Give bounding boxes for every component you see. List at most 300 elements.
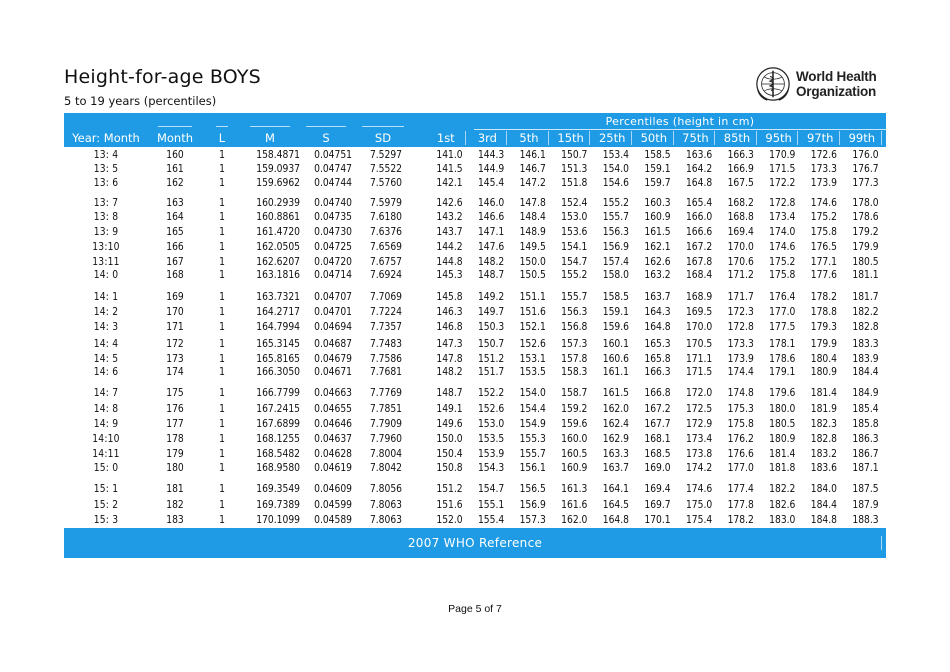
table-cell: 7.7586: [369, 354, 402, 365]
table-cell: 7.7357: [369, 322, 402, 333]
table-cell: 1: [219, 434, 225, 445]
table-cell: 0.04637: [314, 434, 352, 445]
table-cell: 148.2: [436, 367, 463, 378]
table-cell: 155.4: [477, 515, 505, 526]
table-cell: 155.7: [561, 292, 588, 303]
table-cell: 0.04589: [314, 515, 352, 526]
table-cell: 170.6: [727, 257, 754, 268]
table-cell: 165.8165: [256, 354, 300, 365]
table-cell: 15: 1: [93, 484, 119, 495]
table-cell: 180.5: [852, 257, 879, 268]
table-cell: 158.5: [644, 150, 671, 161]
table-cell: 178.6: [769, 354, 796, 365]
table-cell: 152.4: [561, 198, 588, 209]
table-cell: 149.5: [519, 242, 546, 253]
table-cell: 170.1099: [256, 515, 300, 526]
column-divider: [839, 131, 840, 145]
table-cell: 178: [166, 434, 184, 445]
table-cell: 179.2: [852, 227, 879, 238]
column-header: 5th: [519, 131, 539, 145]
column-header: 25th: [598, 131, 626, 145]
page-subtitle: 5 to 19 years (percentiles): [64, 94, 217, 108]
table-cell: 169.0: [644, 463, 671, 474]
table-row: [64, 499, 886, 512]
table-cell: 178.8: [810, 307, 837, 318]
column-header-rule: [362, 126, 404, 127]
table-row: [64, 211, 886, 224]
table-cell: 157.3: [519, 515, 546, 526]
table-cell: 1: [219, 270, 225, 281]
table-cell: 0.04751: [314, 150, 352, 161]
table-cell: 159.0937: [256, 164, 300, 175]
table-row: [64, 306, 886, 319]
table-cell: 166.6: [685, 227, 713, 238]
table-cell: 155.7: [519, 449, 546, 460]
table-cell: 155.3: [519, 434, 546, 445]
table-cell: 144.8: [436, 257, 463, 268]
table-cell: 174.6: [810, 198, 837, 209]
table-cell: 166.0: [685, 212, 713, 223]
table-row: [64, 226, 886, 239]
table-cell: 159.1: [644, 164, 671, 175]
table-cell: 163.7: [602, 463, 629, 474]
table-cell: 1: [219, 212, 225, 223]
table-cell: 168.5: [644, 449, 671, 460]
table-cell: 163.6: [685, 150, 713, 161]
table-cell: 165.8: [644, 354, 671, 365]
table-cell: 176.6: [727, 449, 754, 460]
table-row: [64, 177, 886, 190]
table-row: [64, 353, 886, 366]
table-cell: 167.5: [727, 178, 754, 189]
table-cell: 151.8: [561, 178, 588, 189]
table-cell: 1: [219, 500, 225, 511]
table-cell: 182.6: [769, 500, 796, 511]
column-divider: [797, 131, 798, 145]
table-cell: 0.04714: [314, 270, 352, 281]
who-logo-text: [796, 69, 877, 99]
table-cell: 171.5: [769, 164, 796, 175]
table-cell: 187.5: [852, 484, 879, 495]
table-cell: 151.6: [519, 307, 546, 318]
table-cell: 179.6: [769, 388, 796, 399]
table-cell: 175.2: [769, 257, 796, 268]
table-row: [64, 321, 886, 334]
column-divider: [881, 131, 882, 145]
table-cell: 7.7909: [369, 419, 402, 430]
table-cell: 152.1: [519, 322, 546, 333]
table-row: [64, 514, 886, 527]
table-cell: 14: 9: [93, 419, 119, 430]
table-cell: 158.3: [561, 367, 588, 378]
table-cell: 150.5: [519, 270, 546, 281]
table-cell: 169.5: [685, 307, 713, 318]
table-cell: 1: [219, 227, 225, 238]
table-cell: 169: [166, 292, 184, 303]
table-cell: 14: 3: [93, 322, 119, 333]
table-cell: 180.0: [769, 404, 796, 415]
table-cell: 183.3: [852, 339, 879, 350]
table-cell: 1: [219, 419, 225, 430]
table-cell: 151.1: [519, 292, 546, 303]
table-cell: 154.3: [477, 463, 505, 474]
page-number: Page 5 of 7: [448, 603, 502, 615]
table-cell: 158.4871: [256, 150, 300, 161]
table-cell: 150.3: [477, 322, 505, 333]
table-cell: 157.4: [602, 257, 629, 268]
table-cell: 184.9: [852, 388, 879, 399]
table-cell: 7.7960: [369, 434, 402, 445]
table-cell: 153.0: [561, 212, 588, 223]
table-cell: 148.7: [436, 388, 463, 399]
table-cell: 184.4: [852, 367, 879, 378]
table-cell: 7.6757: [369, 257, 402, 268]
table-cell: 168.5482: [256, 449, 300, 460]
table-cell: 171.2: [727, 270, 754, 281]
table-row: [64, 149, 886, 162]
table-cell: 146.3: [436, 307, 463, 318]
table-cell: 14:10: [92, 434, 120, 445]
table-cell: 181.9: [810, 404, 837, 415]
table-cell: 144.3: [477, 150, 505, 161]
table-cell: 160.9: [644, 212, 671, 223]
table-cell: 185.8: [852, 419, 879, 430]
table-cell: 147.6: [477, 242, 505, 253]
table-cell: 15: 3: [93, 515, 119, 526]
table-cell: 7.8042: [369, 463, 402, 474]
table-cell: 157.3: [561, 339, 588, 350]
table-cell: 172.3: [727, 307, 754, 318]
table-cell: 0.04730: [314, 227, 352, 238]
table-row: [64, 483, 886, 496]
table-cell: 162.0505: [256, 242, 300, 253]
table-cell: 143.7: [436, 227, 463, 238]
table-cell: 7.5297: [369, 150, 402, 161]
table-cell: 7.6376: [369, 227, 402, 238]
column-header: M: [265, 131, 275, 145]
table-cell: 166.9: [727, 164, 754, 175]
table-cell: 164: [166, 212, 184, 223]
table-cell: 168.9: [685, 292, 713, 303]
table-cell: 150.7: [561, 150, 588, 161]
table-cell: 160.9: [561, 463, 588, 474]
table-cell: 161.1: [602, 367, 629, 378]
table-cell: 156.8: [561, 322, 588, 333]
table-cell: 144.9: [477, 164, 505, 175]
table-row: [64, 338, 886, 351]
table-cell: 14:11: [92, 449, 120, 460]
table-cell: 0.04707: [314, 292, 352, 303]
table-cell: 162.6207: [256, 257, 300, 268]
table-cell: 0.04687: [314, 339, 352, 350]
table-cell: 175.4: [685, 515, 713, 526]
table-cell: 156.1: [519, 463, 546, 474]
table-cell: 141.5: [436, 164, 463, 175]
table-cell: 165.3145: [256, 339, 300, 350]
table-cell: 160.8861: [256, 212, 300, 223]
table-cell: 166.3: [644, 367, 671, 378]
table-cell: 160.5: [561, 449, 588, 460]
table-cell: 175.0: [685, 500, 713, 511]
table-cell: 178.6: [852, 212, 879, 223]
table-cell: 1: [219, 242, 225, 253]
column-divider: [589, 131, 590, 145]
table-cell: 184.4: [810, 500, 837, 511]
table-cell: 156.5: [519, 484, 546, 495]
table-cell: 158.5: [602, 292, 629, 303]
logo-line-1: World Health: [796, 69, 877, 84]
table-cell: 160.2939: [256, 198, 300, 209]
table-cell: 180.4: [810, 354, 837, 365]
table-cell: 173.8: [685, 449, 713, 460]
page-title: Height-for-age BOYS: [64, 66, 261, 88]
table-cell: 148.9: [519, 227, 546, 238]
column-divider: [714, 131, 715, 145]
table-cell: 7.6569: [369, 242, 402, 253]
table-cell: 0.04747: [314, 164, 352, 175]
who-logo: [754, 64, 889, 104]
table-cell: 174.6: [685, 484, 713, 495]
table-cell: 0.04646: [314, 419, 352, 430]
table-cell: 176.0: [852, 150, 879, 161]
table-cell: 173.9: [810, 178, 837, 189]
table-cell: 181.7: [852, 292, 879, 303]
table-cell: 173.4: [769, 212, 796, 223]
table-cell: 1: [219, 515, 225, 526]
table-cell: 154.1: [561, 242, 588, 253]
table-cell: 1: [219, 322, 225, 333]
table-cell: 185.4: [852, 404, 879, 415]
table-cell: 0.04701: [314, 307, 352, 318]
table-cell: 155.1: [477, 500, 505, 511]
table-cell: 144.2: [436, 242, 463, 253]
table-cell: 178.2: [810, 292, 837, 303]
table-cell: 0.04628: [314, 449, 352, 460]
table-cell: 153.4: [602, 150, 629, 161]
column-header: 1st: [436, 131, 455, 145]
table-cell: 147.8: [519, 198, 546, 209]
table-cell: 188.3: [852, 515, 879, 526]
table-cell: 177.6: [810, 270, 837, 281]
footer-tick: [881, 536, 882, 550]
logo-line-2: Organization: [796, 84, 877, 99]
table-cell: 171.7: [727, 292, 754, 303]
table-cell: 160.1: [602, 339, 629, 350]
table-cell: 170.0: [685, 322, 713, 333]
table-cell: 175.8: [727, 419, 754, 430]
table-cell: 156.9: [519, 500, 546, 511]
table-cell: 166.3050: [256, 367, 300, 378]
column-divider: [506, 131, 507, 145]
table-cell: 168.1: [644, 434, 671, 445]
table-cell: 154.0: [602, 164, 629, 175]
table-cell: 163.7: [644, 292, 671, 303]
table-cell: 183.9: [852, 354, 879, 365]
table-cell: 1: [219, 449, 225, 460]
table-cell: 1: [219, 339, 225, 350]
table-cell: 168.8: [727, 212, 754, 223]
table-cell: 161.6: [561, 500, 588, 511]
table-cell: 170: [166, 307, 184, 318]
table-cell: 151.2: [436, 484, 463, 495]
table-cell: 150.7: [477, 339, 505, 350]
table-cell: 159.1: [602, 307, 629, 318]
table-cell: 180.9: [810, 367, 837, 378]
table-cell: 159.6: [602, 322, 629, 333]
column-header: L: [218, 131, 226, 145]
table-cell: 177.5: [769, 322, 796, 333]
table-cell: 1: [219, 463, 225, 474]
table-cell: 151.6: [436, 500, 463, 511]
table-cell: 0.04740: [314, 198, 352, 209]
table-cell: 172.0: [685, 388, 713, 399]
table-cell: 165.4: [685, 198, 713, 209]
table-row: [64, 462, 886, 475]
table-cell: 150.0: [519, 257, 546, 268]
table-cell: 175.2: [810, 212, 837, 223]
table-cell: 166.3: [727, 150, 754, 161]
table-cell: 0.04735: [314, 212, 352, 223]
who-emblem-icon: [754, 65, 792, 103]
table-cell: 174.8: [727, 388, 754, 399]
table-cell: 168.2: [727, 198, 754, 209]
table-cell: 150.4: [436, 449, 463, 460]
table-cell: 179: [166, 449, 184, 460]
table-cell: 153.0: [477, 419, 505, 430]
table-cell: 179.1: [769, 367, 796, 378]
table-cell: 146.1: [519, 150, 546, 161]
table-cell: 183.2: [810, 449, 837, 460]
table-cell: 172.2: [769, 178, 796, 189]
table-cell: 155.2: [561, 270, 588, 281]
table-cell: 183: [166, 515, 184, 526]
table-cell: 13: 4: [93, 150, 119, 161]
table-cell: 7.6924: [369, 270, 402, 281]
table-cell: 153.5: [477, 434, 505, 445]
table-cell: 7.7224: [369, 307, 402, 318]
table-cell: 7.7851: [369, 404, 402, 415]
table-cell: 173.3: [810, 164, 837, 175]
table-cell: 169.4: [644, 484, 671, 495]
table-cell: 147.1: [477, 227, 505, 238]
table-cell: 176.7: [852, 164, 879, 175]
table-cell: 146.0: [477, 198, 505, 209]
table-cell: 145.4: [477, 178, 505, 189]
table-cell: 170.5: [685, 339, 713, 350]
table-cell: 187.1: [852, 463, 879, 474]
table-cell: 0.04663: [314, 388, 352, 399]
table-cell: 181: [166, 484, 184, 495]
table-cell: 167.8: [685, 257, 713, 268]
table-cell: 0.04671: [314, 367, 352, 378]
column-divider: [631, 131, 632, 145]
table-cell: 175.8: [810, 227, 837, 238]
table-cell: 147.3: [436, 339, 463, 350]
table-row: [64, 197, 886, 210]
column-header: Month: [156, 131, 194, 145]
table-cell: 181.4: [810, 388, 837, 399]
table-cell: 172.9: [685, 419, 713, 430]
table-cell: 186.7: [852, 449, 879, 460]
table-cell: 156.3: [602, 227, 629, 238]
table-row: [64, 241, 886, 254]
table-cell: 173: [166, 354, 184, 365]
table-cell: 175.3: [727, 404, 754, 415]
table-cell: 161.5: [644, 227, 671, 238]
table-cell: 156.9: [602, 242, 629, 253]
table-row: [64, 269, 886, 282]
table-cell: 172.8: [727, 322, 754, 333]
table-cell: 164.1: [602, 484, 629, 495]
table-cell: 150.0: [436, 434, 463, 445]
table-cell: 159.7: [644, 178, 671, 189]
table-cell: 151.7: [477, 367, 505, 378]
table-cell: 0.04694: [314, 322, 352, 333]
table-cell: 151.2: [477, 354, 505, 365]
table-cell: 142.1: [436, 178, 463, 189]
table-cell: 148.7: [477, 270, 505, 281]
table-cell: 183.0: [769, 515, 796, 526]
table-cell: 174.2: [685, 463, 713, 474]
reference-label: 2007 WHO Reference: [407, 536, 543, 550]
table-cell: 181.4: [769, 449, 796, 460]
column-header: 99th: [848, 131, 876, 145]
table-cell: 14: 8: [93, 404, 119, 415]
table-cell: 149.7: [477, 307, 505, 318]
table-cell: 149.2: [477, 292, 505, 303]
table-cell: 179.9: [810, 339, 837, 350]
table-cell: 164.7994: [256, 322, 300, 333]
table-cell: 184.8: [810, 515, 837, 526]
table-cell: 7.5522: [369, 164, 402, 175]
table-cell: 169.3549: [256, 484, 300, 495]
table-row: [64, 366, 886, 379]
table-cell: 175: [166, 388, 184, 399]
table-cell: 152.0: [436, 515, 463, 526]
table-cell: 147.2: [519, 178, 546, 189]
table-cell: 160.0: [561, 434, 588, 445]
table-cell: 146.6: [477, 212, 505, 223]
table-cell: 154.4: [519, 404, 546, 415]
table-cell: 166: [166, 242, 184, 253]
table-cell: 165.3: [644, 339, 671, 350]
table-cell: 7.8063: [369, 515, 402, 526]
table-cell: 160.3: [644, 198, 671, 209]
column-divider: [465, 131, 466, 145]
table-cell: 167.6899: [256, 419, 300, 430]
table-cell: 13: 7: [93, 198, 119, 209]
column-header-rule: [216, 126, 228, 127]
table-cell: 1: [219, 388, 225, 399]
table-cell: 169.4: [727, 227, 754, 238]
table-cell: 156.3: [561, 307, 588, 318]
column-header: 15th: [557, 131, 584, 145]
table-cell: 163: [166, 198, 184, 209]
table-cell: 187.9: [852, 500, 879, 511]
table-cell: 14: 1: [93, 292, 119, 303]
table-cell: 145.3: [436, 270, 463, 281]
table-cell: 149.1: [436, 404, 463, 415]
table-cell: 1: [219, 257, 225, 268]
table-cell: 173.9: [727, 354, 754, 365]
table-cell: 179.3: [810, 322, 837, 333]
table-cell: 153.6: [561, 227, 588, 238]
table-cell: 7.8056: [369, 484, 402, 495]
table-cell: 164.2717: [256, 307, 300, 318]
table-cell: 13: 5: [93, 164, 119, 175]
table-cell: 171: [166, 322, 184, 333]
table-cell: 148.2: [477, 257, 505, 268]
